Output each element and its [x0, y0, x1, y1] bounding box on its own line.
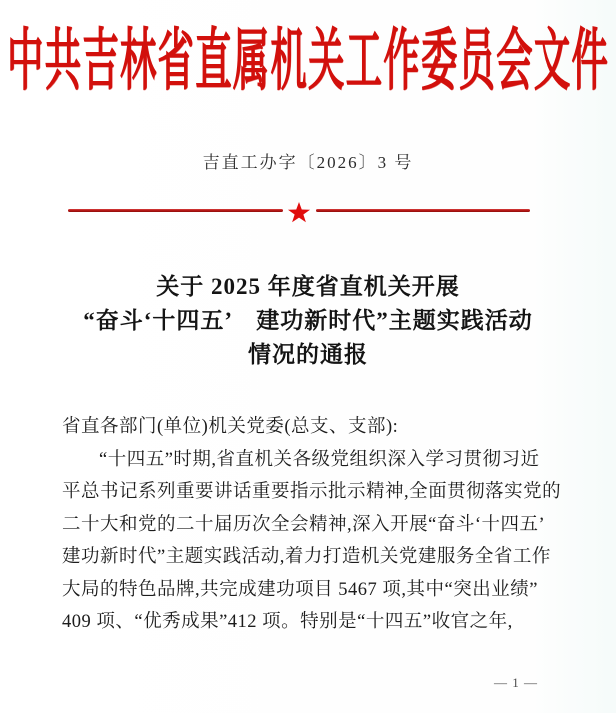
- title-line-3: 情况的通报: [248, 342, 368, 367]
- document-number: 吉直工办字〔2026〕3 号: [202, 153, 414, 172]
- body-line: 409 项、“优秀成果”412 项。特别是“十四五”收官之年,: [62, 612, 513, 632]
- body-text: [62, 411, 564, 639]
- body-line: “十四五”时期,省直机关各级党组织深入学习贯彻习近: [99, 449, 540, 470]
- title-line-2: “奋斗‘十四五’ 建功新时代”主题实践活动: [83, 308, 533, 333]
- page-number: — 1 —: [494, 675, 538, 690]
- body-line: 平总书记系列重要讲话重要指示批示精神,全面贯彻落实党的: [62, 482, 562, 502]
- issuing-authority-title: 中共吉林省直属机关工作委员会文件: [7, 23, 609, 99]
- red-star-icon: [288, 202, 311, 224]
- document-title: [0, 270, 616, 372]
- divider-line-right: [316, 209, 531, 212]
- body-line: 二十大和党的二十届历次全会精神,深入开展“奋斗‘十四五’: [62, 514, 546, 535]
- salutation-line: 省直各部门(单位)机关党委(总支、支部):: [62, 417, 399, 437]
- red-divider-rule: [68, 196, 530, 224]
- divider-line-left: [68, 209, 283, 212]
- body-line: 大局的特色品牌,共完成建功项目 5467 项,其中“突出业绩”: [62, 579, 538, 600]
- title-line-1: 关于 2025 年度省直机关开展: [156, 274, 460, 299]
- red-header-banner: [0, 12, 616, 98]
- body-line: 建功新时代”主题实践活动,着力打造机关党建服务全省工作: [62, 547, 551, 567]
